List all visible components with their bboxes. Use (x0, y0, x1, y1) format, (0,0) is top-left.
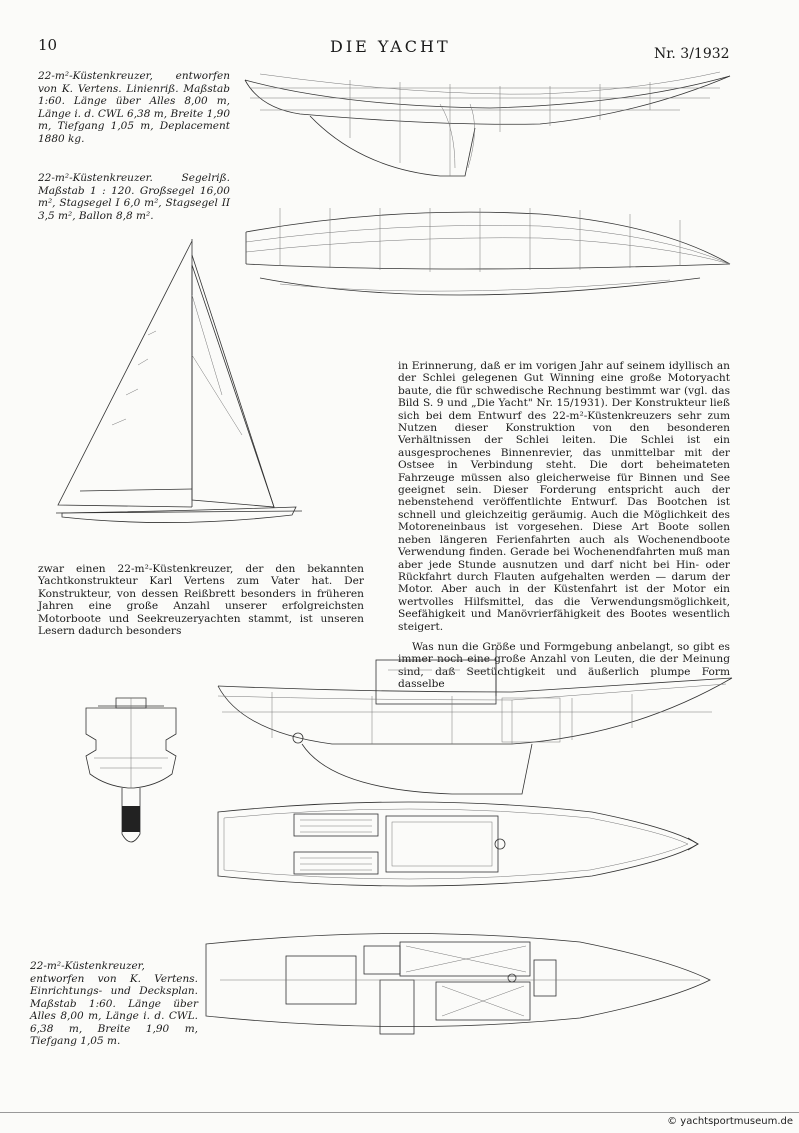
article-paragraph: in Erinnerung, daß er im vorigen Jahr auf seinem idyllisch an der Schlei gelegenen Gut Winning eine große Motoryacht baute, die für schwedische Rechnung bestimmt war (vgl. das Bild S. 9 und „Die Yacht" Nr. 15/1931). Der Konstrukteur ließ sich bei dem Entwurf des 22-m²-Küstenkreuzers sehr zum Nutzen dieser Konstruktion von den besonderen Verhältnissen der Schlei leiten. Die Schlei ist ein ausgesprochenes Binnenrevier, das unmittelbar mit der Ostsee in Verbindung steht. Die dort beheimateten Fahrzeuge müssen also gleicherweise für Binnen und See geeignet sein. Dieser Forderung entspricht auch der nebenstehend veröffentlichte Entwurf. Das Bootchen ist schnell und gleichzeitig geräumig. Auch die Möglichkeit des Motoreneinbaus ist vorgesehen. Diese Art Boote sollen neben längeren Ferienfahrten auch als Wochenendboote Verwendung finden. Gerade bei Wochenendfahrten muß man aber jede Stunde ausnutzen und darf nicht bei Hin- oder Rückfahrt durch Flauten aufgehalten werden — darum der Motor. Aber auch in der Küstenfahrt ist der Motor ein wertvolles Hilfsmittel, das die Verwendungsmöglichkeit, Seefähigkeit und Manövrierfähigkeit des Bootes wesentlich steigert. (398, 360, 730, 633)
interior-profile-drawing (212, 640, 742, 800)
caption-sail-plan: 22-m²-Küstenkreuzer. Segelriß. Maßstab 1 : 120. Großsegel 16,00 m², Stagsegel I 6,0 m², Stagsegel II 3,5 m², Ballon 8,8 m². (38, 172, 230, 222)
watermark: © yachtsportmuseum.de (667, 1116, 793, 1127)
article-paragraph: zwar einen 22-m²-Küstenkreuzer, der den bekannten Yachtkonstrukteur Karl Vertens zum Vater hat. Der Konstrukteur, von dessen Reißbrett besonders in früheren Jahren eine große Anzahl unserer erfolgreichsten Motorboote und Seekreuzeryachten stammt, ist unseren Lesern dadurch besonders (38, 563, 364, 638)
caption-lines-plan: 22-m²-Küstenkreuzer, entworfen von K. Vertens. Linienriß. Maßstab 1:60. Länge über Alles 8,00 m, Länge i. d. CWL 6,38 m, Breite 1,90 m, Tiefgang 1,05 m, Deplacement 1880 kg. (38, 70, 230, 145)
deck-plan-drawing (212, 792, 712, 896)
caption-interior-plan: 22-m²-Küstenkreuzer, entworfen von K. Vertens. Einrichtungs- und Decksplan. Maßstab 1:60. Länge über Alles 8,00 m, Länge i. d. CWL. 6,38 m, Breite 1,90 m, Tiefgang 1,05 m. (30, 960, 198, 1047)
sail-plan-drawing (52, 235, 352, 535)
lines-plan-profile-drawing (240, 68, 740, 188)
article-column-left (38, 563, 364, 637)
accommodation-plan-drawing (200, 920, 720, 1040)
issue-number: Nr. 3/1932 (654, 46, 730, 62)
magazine-title: DIE YACHT (330, 37, 451, 56)
page-number: 10 (38, 36, 58, 54)
article-paragraph: Was nun die Größe und Formgebung anbelangt, so gibt es immer noch eine große Anzahl von Leuten, die der Meinung sind, daß Seetüchtigkeit und äußerlich plumpe Form dasselbe (398, 640, 730, 691)
midship-section-drawing (76, 694, 186, 854)
page-bottom-rule (0, 1112, 799, 1113)
